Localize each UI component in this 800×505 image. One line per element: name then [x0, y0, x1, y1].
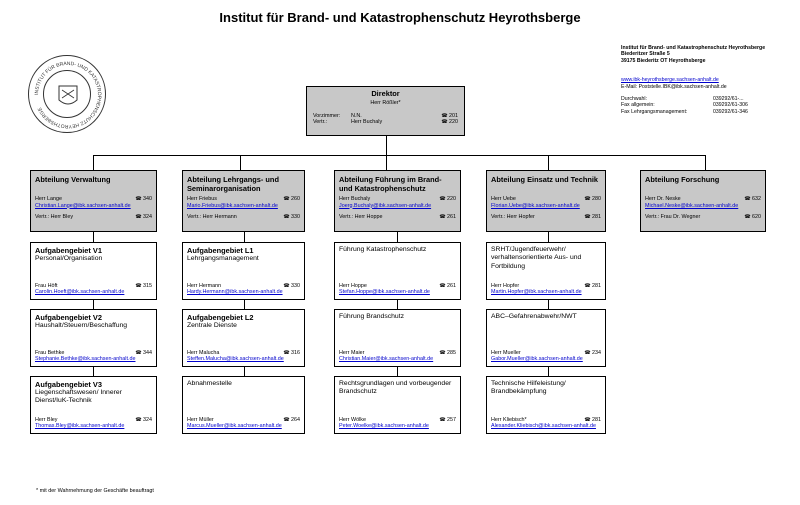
department-title: Abteilung Einsatz und Technik — [491, 175, 599, 184]
connector-line — [93, 155, 705, 156]
unit-phone: ☎ 261 — [439, 283, 456, 290]
unit-description: Personal/Organisation — [35, 255, 103, 262]
unit-phone: ☎ 315 — [135, 283, 152, 290]
director-row — [313, 113, 458, 120]
department-deputy-phone: ☎ 261 — [439, 214, 456, 221]
unit-person-row — [491, 283, 601, 290]
unit-phone: ☎ 257 — [439, 417, 456, 424]
department-deputy-phone: ☎ 620 — [744, 214, 761, 221]
department-phone: ☎ 280 — [584, 196, 601, 203]
unit-person: Herr Wölke — [339, 416, 366, 423]
department-box — [486, 170, 606, 232]
department-deputy: Vertr.: Herr Hermann — [187, 214, 237, 221]
unit-person: Herr Müller — [187, 416, 214, 423]
department-deputy-phone: ☎ 330 — [283, 214, 300, 221]
unit-description: Rechtsgrundlagen und vorbeugender Brandschutz — [339, 380, 452, 396]
department-phone: ☎ 340 — [135, 196, 152, 203]
director-row-label: Vertr.: — [313, 119, 328, 126]
unit-email-link[interactable]: Alexander.Kliebisch@ibk.sachsen-anhalt.de — [491, 423, 596, 430]
unit-box — [30, 376, 157, 434]
unit-person-row — [339, 417, 456, 424]
contact-phone-label: Fax Lehrgangsmanagement: — [621, 108, 688, 115]
department-deputy-row — [187, 214, 300, 221]
unit-email-link[interactable]: Carolin.Hoeft@ibk.sachsen-anhalt.de — [35, 289, 125, 296]
director-row — [313, 119, 458, 126]
unit-person-row — [187, 417, 300, 424]
department-head: Herr Uebe — [491, 196, 516, 202]
unit-person-row — [35, 350, 152, 357]
unit-description: Technische Hilfeleistung/ Brandbekämpfung — [491, 380, 566, 396]
department-phone: ☎ 632 — [744, 196, 761, 203]
unit-description: Abnahmestelle — [187, 380, 232, 387]
contact-email[interactable]: E-Mail: Poststelle.IBK@ibk.sachsen-anhalt.de — [621, 83, 727, 90]
department-box — [182, 170, 305, 232]
page-title: Institut für Brand- und Katastrophenschutz Heyrothsberge — [219, 10, 581, 25]
unit-email-link[interactable]: Christian.Maier@ibk.sachsen-anhalt.de — [339, 356, 434, 363]
unit-phone: ☎ 281 — [584, 283, 601, 290]
connector-line — [93, 367, 94, 376]
director-row-phone: ☎ 201 — [441, 113, 458, 120]
unit-head: Aufgabengebiet V3 — [35, 380, 102, 389]
unit-email-link[interactable]: Stefan.Hoppe@ibk.sachsen-anhalt.de — [339, 289, 430, 296]
unit-description: Haushalt/Steuern/Beschaffung — [35, 322, 128, 329]
department-email-link[interactable]: Florian.Uebe@ibk.sachsen-anhalt.de — [491, 202, 580, 209]
unit-email-link[interactable]: Stephanie.Bethke@ibk.sachsen-anhalt.de — [35, 356, 136, 363]
connector-line — [548, 232, 549, 242]
unit-description: Liegenschaftswesen/ Innerer Dienst/IuK-Technik — [35, 389, 122, 405]
department-head-row — [187, 196, 300, 203]
contact-phone-value: 039292/61-... — [713, 96, 744, 103]
department-box — [334, 170, 461, 232]
department-deputy-row — [35, 214, 152, 221]
connector-line — [244, 232, 245, 242]
connector-line — [397, 300, 398, 309]
department-deputy: Vertr.: Herr Bley — [35, 214, 74, 221]
contact-website-link[interactable]: www.ibk-heyrothsberge.sachsen-anhalt.de — [621, 77, 719, 84]
unit-person: Herr Hopfer — [491, 282, 520, 289]
department-phone: ☎ 220 — [439, 196, 456, 203]
director-title: Direktor — [371, 89, 400, 98]
unit-person: Frau Höft — [35, 282, 58, 289]
department-deputy: Vertr.: Frau Dr. Wegner — [645, 214, 701, 221]
department-head-row — [491, 196, 601, 203]
connector-line — [244, 367, 245, 376]
director-row-label: Vorzimmer: — [313, 112, 341, 119]
unit-phone: ☎ 281 — [584, 417, 601, 424]
connector-line — [93, 155, 94, 170]
contact-block — [621, 45, 796, 115]
department-head: Herr Lange — [35, 196, 62, 202]
department-email-link[interactable]: Joerg.Buchaly@ibk.sachsen-anhalt.de — [339, 202, 432, 209]
connector-line — [386, 136, 387, 155]
unit-person: Herr Maier — [339, 349, 365, 356]
unit-email-link[interactable]: Gabor.Mueller@ibk.sachsen-anhalt.de — [491, 356, 583, 363]
unit-email-link[interactable]: Martin.Hopfer@ibk.sachsen-anhalt.de — [491, 289, 582, 296]
department-title: Abteilung Lehrgangs- und Seminarorganisation — [187, 175, 279, 193]
unit-box — [334, 242, 461, 300]
contact-phone-value: 039292/61-346 — [713, 108, 748, 115]
contact-phone-label: Durchwahl: — [621, 96, 647, 103]
unit-description: Führung Brandschutz — [339, 313, 404, 320]
director-row-name: Herr Buchaly — [351, 119, 383, 126]
connector-line — [244, 300, 245, 309]
unit-head: Aufgabengebiet L1 — [187, 246, 254, 255]
department-email-link[interactable]: Michael.Neske@ibk.sachsen-anhalt.de — [645, 202, 739, 209]
contact-street: Biederitzer Straße 5 — [621, 51, 670, 58]
unit-person-row — [187, 350, 300, 357]
department-box — [30, 170, 157, 232]
unit-description: Lehrgangsmanagement — [187, 255, 259, 262]
connector-line — [397, 367, 398, 376]
department-head-row — [339, 196, 456, 203]
unit-email-link[interactable]: Peter.Woelke@ibk.sachsen-anhalt.de — [339, 423, 429, 430]
unit-person: Herr Hermann — [187, 282, 222, 289]
unit-head: Aufgabengebiet V1 — [35, 246, 102, 255]
unit-box — [486, 376, 606, 434]
department-head-row — [645, 196, 761, 203]
department-title: Abteilung Verwaltung — [35, 175, 111, 184]
unit-head: Aufgabengebiet L2 — [187, 313, 254, 322]
contact-phone-value: 039292/61-306 — [713, 102, 748, 109]
department-box — [640, 170, 766, 232]
department-deputy-phone: ☎ 324 — [135, 214, 152, 221]
contact-phone-label: Fax allgemein: — [621, 102, 655, 109]
unit-phone: ☎ 316 — [283, 350, 300, 357]
department-deputy-row — [645, 214, 761, 221]
department-email-link[interactable]: Christian.Lange@ibk.sachsen-anhalt.de — [35, 202, 131, 209]
department-deputy: Vertr.: Herr Hoppe — [339, 214, 383, 221]
director-box — [306, 86, 465, 136]
unit-person: Herr Mueller — [491, 349, 521, 356]
department-deputy-phone: ☎ 281 — [584, 214, 601, 221]
unit-person-row — [339, 283, 456, 290]
department-deputy-row — [339, 214, 456, 221]
department-head: Herr Buchaly — [339, 196, 371, 202]
unit-phone: ☎ 285 — [439, 350, 456, 357]
unit-description: ABC–Gefahrenabwehr/NWT — [491, 313, 577, 320]
unit-phone: ☎ 234 — [584, 350, 601, 357]
connector-line — [705, 155, 706, 170]
department-title: Abteilung Führung im Brand- und Katastrophenschutz — [339, 175, 442, 193]
unit-description: Zentrale Dienste — [187, 322, 237, 329]
unit-email-link[interactable]: Thomas.Bley@ibk.sachsen-anhalt.de — [35, 423, 125, 430]
unit-box — [334, 376, 461, 434]
connector-line — [548, 300, 549, 309]
unit-box — [182, 376, 305, 434]
institute-seal — [28, 55, 106, 133]
unit-phone: ☎ 344 — [135, 350, 152, 357]
contact-city: 39175 Biederitz OT Heyrothsberge — [621, 57, 706, 64]
unit-box — [486, 309, 606, 367]
unit-head: Aufgabengebiet V2 — [35, 313, 102, 322]
unit-person: Frau Bethke — [35, 349, 65, 356]
unit-description: SRHT/Jugendfeuerwehr/ verhaltensorientierte Aus- und Fortbildung — [491, 246, 582, 270]
department-email-link[interactable]: Mario.Friebus@ibk.sachsen-anhalt.de — [187, 202, 278, 209]
department-head: Herr Dr. Neske — [645, 196, 681, 202]
unit-phone: ☎ 324 — [135, 417, 152, 424]
unit-person-row — [339, 350, 456, 357]
unit-person: Herr Bley — [35, 416, 58, 423]
unit-box — [182, 242, 305, 300]
unit-person: Herr Kliebisch* — [491, 416, 527, 423]
connector-line — [240, 155, 241, 170]
unit-box — [486, 242, 606, 300]
unit-box — [30, 309, 157, 367]
connector-line — [93, 300, 94, 309]
unit-person-row — [35, 283, 152, 290]
unit-email-link[interactable]: Steffen.Malucha@ibk.sachsen-anhalt.de — [187, 356, 284, 363]
unit-person-row — [35, 417, 152, 424]
unit-person-row — [491, 350, 601, 357]
department-head: Herr Friebus — [187, 196, 217, 202]
unit-email-link[interactable]: Hardy.Hermann@ibk.sachsen-anhalt.de — [187, 289, 283, 296]
unit-description: Führung Katastrophenschutz — [339, 246, 427, 253]
connector-line — [386, 155, 387, 170]
unit-person: Herr Malucha — [187, 349, 220, 356]
director-row-phone: ☎ 220 — [441, 119, 458, 126]
unit-person-row — [187, 283, 300, 290]
footnote: * mit der Wahrnehmung der Geschäfte beauftragt — [36, 488, 154, 494]
director-row-name: N.N. — [351, 112, 362, 119]
unit-phone: ☎ 330 — [283, 283, 300, 290]
unit-email-link[interactable]: Marcus.Mueller@ibk.sachsen-anhalt.de — [187, 423, 282, 430]
unit-person: Herr Hoppe — [339, 282, 367, 289]
director-person: Herr Rößler* — [370, 100, 401, 106]
unit-box — [182, 309, 305, 367]
connector-line — [397, 232, 398, 242]
seal-text: INSTITUT FÜR BRAND- UND KATASTROPHENSCHUTZ HEYROTHSBERGE — [33, 60, 103, 130]
contact-name: Institut für Brand- und Katastrophenschutz Heyrothsberge — [621, 45, 766, 51]
unit-person-row — [491, 417, 601, 424]
connector-line — [93, 232, 94, 242]
department-head-row — [35, 196, 152, 203]
unit-phone: ☎ 264 — [283, 417, 300, 424]
department-deputy-row — [491, 214, 601, 221]
department-phone: ☎ 260 — [283, 196, 300, 203]
connector-line — [548, 155, 549, 170]
seal-inner-ring — [43, 70, 91, 118]
unit-box — [30, 242, 157, 300]
unit-box — [334, 309, 461, 367]
department-title: Abteilung Forschung — [645, 175, 720, 184]
connector-line — [548, 367, 549, 376]
department-deputy: Vertr.: Herr Hopfer — [491, 214, 535, 221]
contact-phone-row — [621, 109, 796, 115]
